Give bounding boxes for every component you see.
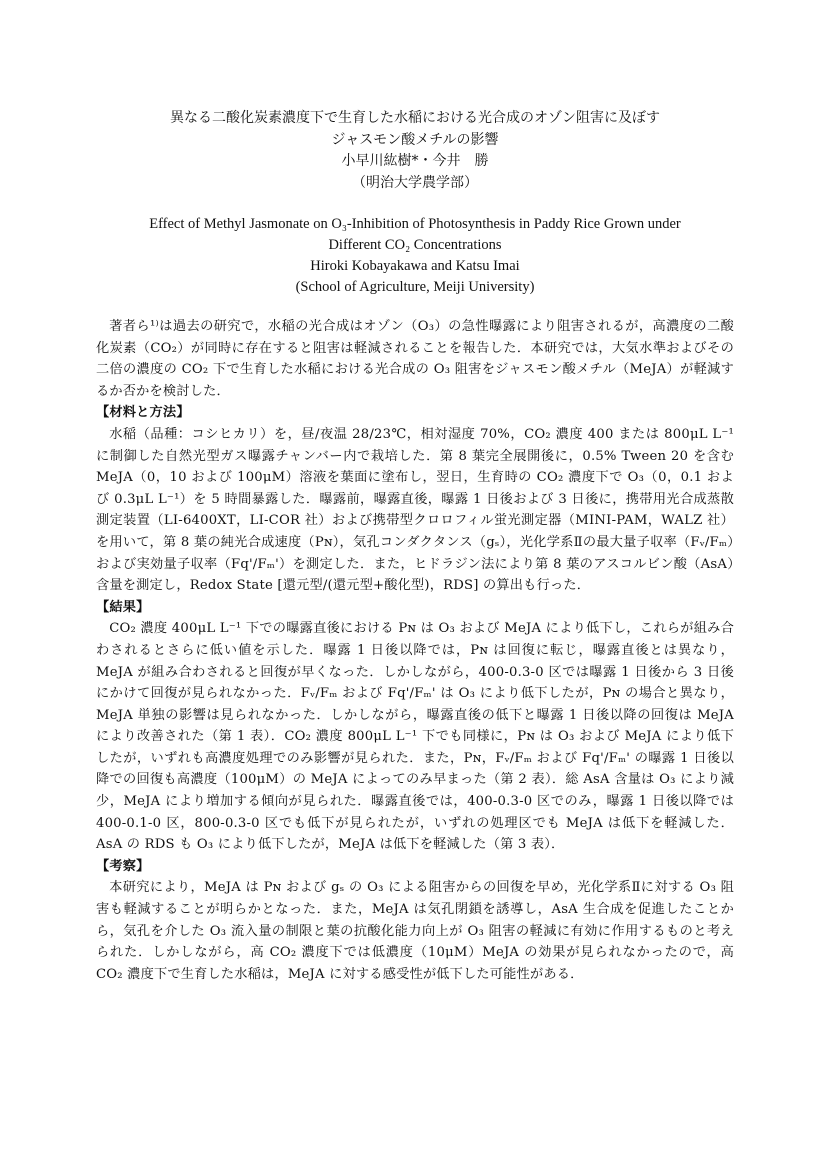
authors-ja: 小早川紘樹*・今井 勝 — [341, 153, 489, 169]
title-en-line2: Different CO₂ Concentrations — [328, 237, 502, 253]
discussion-heading: 【考察】 — [96, 858, 150, 874]
title-ja-line2: ジャスモン酸メチルの影響 — [331, 131, 499, 148]
methods-heading: 【材料と方法】 — [96, 405, 190, 421]
english-header — [96, 214, 734, 298]
authors-en: Hiroki Kobayakawa and Katsu Imai — [310, 258, 520, 274]
discussion-paragraph: 本研究により，MeJA は Pɴ および gₛ の O₃ による阻害からの回復を早め，光化学系Ⅱに対する O₃ 阻害も軽減することが明らかとなった．また，MeJA は気孔閉鎖を誘導し，AsA 生合成を促進したことから，気孔を介した O₃ 流入量の制限と葉の抗酸化能力向上が O₃ 阻害の軽減に有効に作用するものと考えられた．しかしながら，高 CO₂ 濃度下では低濃度（10μM）MeJA の効果が見られなかったので，高 CO₂ 濃度下で生育した水稲は，MeJA に対する感受性が低下した可能性がある． — [96, 880, 734, 982]
results-paragraph: CO₂ 濃度 400μL L⁻¹ 下での曝露直後における Pɴ は O₃ および MeJA により低下し，これらが組み合わされるとさらに低い値を示した．曝露 1 日後以降では，Pɴ は回復に転じ，曝露直後とは異なり，MeJA が組み合わされると回復が早くなった．しかしながら，400-0.3-0 区では曝露 1 日後から 3 日後にかけて回復が見られなかった．Fᵥ/Fₘ および Fq'/Fₘ' は O₃ により低下したが，Pɴ の場合と異なり，MeJA 単独の影響は見られなかった．しかしながら，曝露直後の低下と曝露 1 日後以降の回復は MeJA により改善された（第 1 表）．CO₂ 濃度 800μL L⁻¹ 下でも同様に，Pɴ は O₃ および MeJA により低下したが，いずれも高濃度処理でのみ影響が見られた．また，Pɴ，Fᵥ/Fₘ および Fq'/Fₘ' の曝露 1 日後以降での回復も高濃度（100μM）の MeJA によってのみ早まった（第 2 表）．総 AsA 含量は O₃ により減少，MeJA により増加する傾向が見られた．曝露直後では，400-0.3-0 区でのみ，曝露 1 日後以降では 400-0.1-0 区，800-0.3-0 区でも低下が見られたが，いずれの処理区でも MeJA は低下を軽減した．AsA の RDS も O₃ により低下したが，MeJA は低下を軽減した（第 3 表）． — [96, 621, 734, 853]
title-ja-line1: 異なる二酸化炭素濃度下で生育した水稲における光合成のオゾン阻害に及ぼす — [170, 110, 660, 126]
page — [96, 108, 734, 985]
title-en-line1: Effect of Methyl Jasmonate on O₃-Inhibition of Photosynthesis in Paddy Rice Grown under — [149, 216, 681, 232]
japanese-header — [96, 108, 734, 194]
affiliation-en: (School of Agriculture, Meiji University) — [295, 279, 535, 295]
intro-paragraph: 著者ら¹⁾は過去の研究で，水稲の光合成はオゾン（O₃）の急性曝露により阻害されるが，高濃度の二酸化炭素（CO₂）が同時に存在すると阻害は軽減されることを報告した．本研究では，大気水準およびその二倍の濃度の CO₂ 下で生育した水稲における光合成の O₃ 阻害をジャスモン酸メチル（MeJA）が軽減するか否かを検討した． — [96, 319, 734, 399]
affiliation-ja: （明治大学農学部） — [352, 174, 478, 191]
results-heading: 【結果】 — [96, 599, 150, 615]
methods-paragraph: 水稲（品種：コシヒカリ）を，昼/夜温 28/23℃，相対湿度 70%，CO₂ 濃度 400 または 800μL L⁻¹ に制御した自然光型ガス曝露チャンバー内で栽培した．第 8 葉完全展開後に，0.5% Tween 20 を含む MeJA（0，10 および 100μM）溶液を葉面に塗布し，翌日，生育時の CO₂ 濃度下で O₃（0，0.1 および 0.3μL L⁻¹）を 5 時間暴露した．曝露前，曝露直後，曝露 1 日後および 3 日後に，携帯用光合成蒸散測定装置（LI-6400XT，LI-COR 社）および携帯型クロロフィル蛍光測定器（MINI-PAM，WALZ 社）を用いて，第 8 葉の純光合成速度（Pɴ），気孔コンダクタンス（gₛ），光化学系Ⅱの最大量子収率（Fᵥ/Fₘ）および実効量子収率（Fq'/Fₘ'）を測定した．また，ヒドラジン法により第 8 葉のアスコルビン酸（AsA）含量を測定し，Redox State [還元型/(還元型+酸化型)，RDS] の算出も行った． — [96, 426, 734, 594]
abstract-body — [96, 316, 734, 985]
